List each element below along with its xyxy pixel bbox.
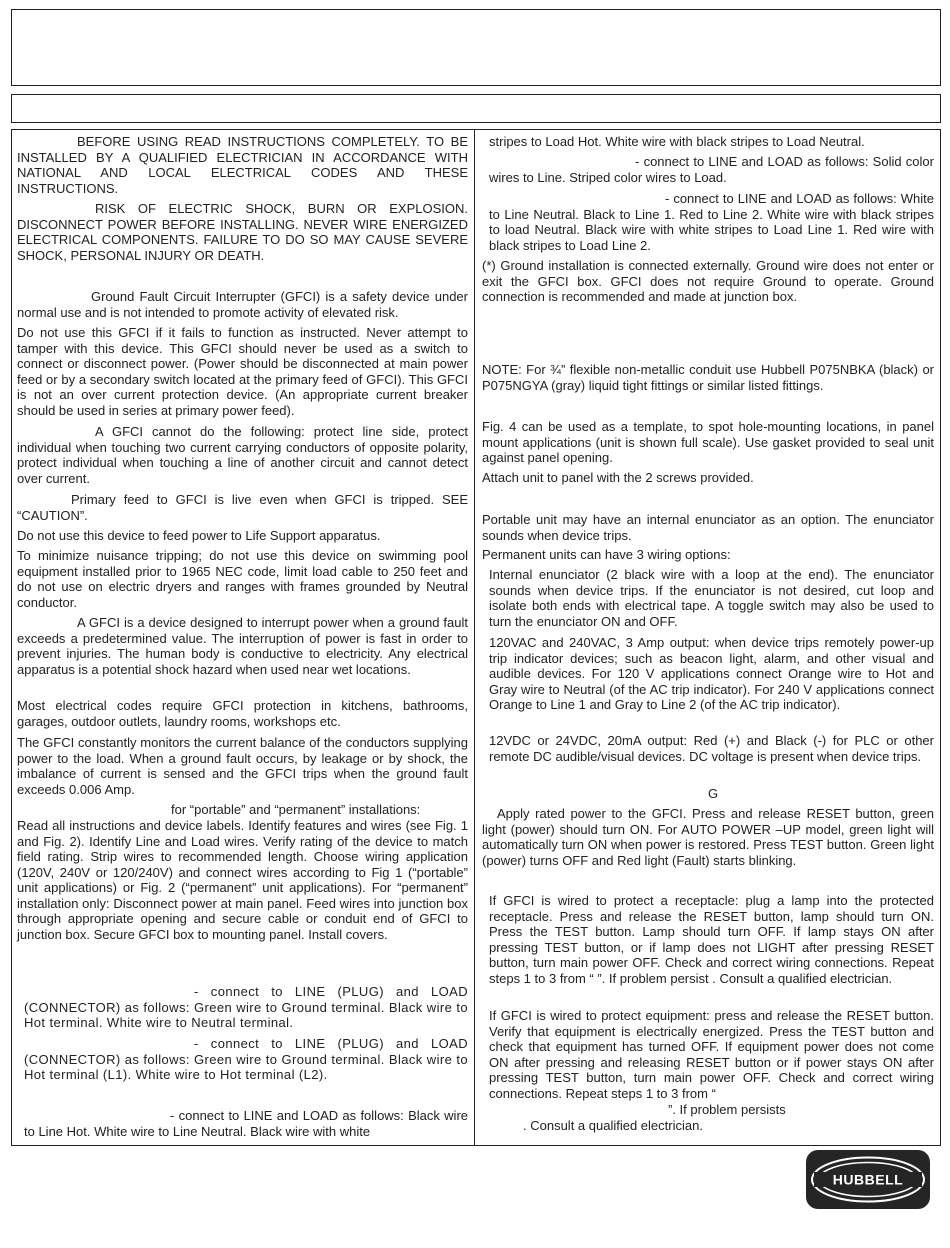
equipment-test-end: . Consult a qualified electrician. xyxy=(523,1118,703,1133)
option-dc-output: 12VDC or 24VDC, 20mA output: Red (+) and Black (-) for PLC or other remote DC audible/visual devices. DC voltage is present when device trips. xyxy=(489,733,934,764)
enunciator-note: Portable unit may have an internal enunciator as an option. The enunciator sounds when device trips. xyxy=(482,512,934,543)
logo-text: HUBBELL xyxy=(832,1171,904,1188)
wiring-120-240v-permanent: - connect to LINE and LOAD as follows: White to Line Neutral. Black to Line 1. Red to Line 2. White wire with black stripes to load Neutral. Black wire with white stripes to Load Line 1. Red wire with black stripes to Load Line 2. xyxy=(489,191,934,253)
option-ac-output: 120VAC and 240VAC, 3 Amp output: when device trips remotely power-up trip indicator devices; such as beacon light, alarm, and other visual and audible devices. For 120 V applications connect Orange wire to Hot and Gray wire to Neutral (of the AC trip indicator). For 240 V applications connect Orange to Line 1 and Gray to Line 2 (of the AC trip indicator). xyxy=(489,635,934,712)
operation-description: The GFCI constantly monitors the current balance of the conductors supplying power to the load. When a ground fault occurs, by leakage or by shock, the imbalance of current is sensed and the GFCI trips when the ground fault exceeds 0.006 Amp. xyxy=(17,735,468,797)
column-divider xyxy=(474,130,475,1145)
wiring-120v-permanent: - connect to LINE and LOAD as follows: Black wire to Line Hot. White wire to Line Neutral. Black wire with white xyxy=(24,1108,468,1139)
wiring-options-heading: Permanent units can have 3 wiring options: xyxy=(482,547,731,562)
wiring-240v-permanent: - connect to LINE and LOAD as follows: Solid color wires to Line. Striped color wires to Load. xyxy=(489,154,934,185)
wiring-240v-portable: - connect to LINE (PLUG) and LOAD (CONNECTOR) as follows: Green wire to Ground terminal. Black wire to Hot terminal (L1). White wire to Hot terminal (L2). xyxy=(24,1036,468,1082)
hubbell-logo xyxy=(806,1150,930,1209)
testing-steps: Apply rated power to the GFCI. Press and release RESET button, green light (power) should turn ON. For AUTO POWER –UP model, green light will automatically turn ON when power is restored. Press TEST button. Green light (power) turns OFF and Red light (Fault) starts blinking. xyxy=(482,806,934,868)
usage-warning: Do not use this GFCI if it fails to function as instructed. Never attempt to tamper with this device. This GFCI should never be used as a switch to connect or disconnect power. (Power should be disconnected at main power feed or by a secondary switch located at the primary feed of GFCI). This GFCI is not an over current protection device. (An appropriate current breaker should be used in series at primary power feed). xyxy=(17,325,468,418)
life-support-note: Do not use this device to feed power to Life Support apparatus. xyxy=(17,528,381,543)
attach-note: Attach unit to panel with the 2 screws provided. xyxy=(482,470,754,485)
warning-paragraph: RISK OF ELECTRIC SHOCK, BURN OR EXPLOSION. DISCONNECT POWER BEFORE INSTALLING. NEVER WIRE ENERGIZED ELECTRICAL COMPONENTS. FAILURE TO DO SO MAY CAUSE SEVERE SHOCK, PERSONAL INJURY OR DEATH. xyxy=(17,201,468,263)
code-requirements: Most electrical codes require GFCI protection in kitchens, bathrooms, garages, outdoor outlets, laundry rooms, workshops etc. xyxy=(17,698,468,729)
limitations-paragraph: A GFCI cannot do the following: protect line side, protect individual when touching two current carrying conductors of opposite polarity, protect individual when touching a line of another circuit and cannot detect over current. xyxy=(17,424,468,486)
caution-paragraph: BEFORE USING READ INSTRUCTIONS COMPLETELY. TO BE INSTALLED BY A QUALIFIED ELECTRICIAN IN ACCORDANCE WITH NATIONAL AND LOCAL ELECTRICAL CODES AND THESE INSTRUCTIONS. xyxy=(17,134,468,196)
testing-heading: G xyxy=(708,786,719,801)
nuisance-tripping-note: To minimize nuisance tripping; do not use this device on swimming pool equipment installed prior to 1965 NEC code, limit load cable to 250 feet and do not use on electric dryers and ranges with frames grounded by Neutral conductor. xyxy=(17,548,468,610)
equipment-test-cont: ”. If problem persists xyxy=(668,1102,786,1117)
equipment-test: If GFCI is wired to protect equipment: press and release the RESET button. Verify that equipment is electrically energized. Press the TEST button and check that equipment has turned OFF. If equipment power does not come ON after pressing and releasing RESET button or if power stays ON after pressing TEST button, turn main power OFF. Check and correct wiring connections. Repeat steps 1 to 3 from “ xyxy=(489,1008,934,1101)
title-box xyxy=(11,9,941,86)
conduit-note: NOTE: For ¾” flexible non-metallic conduit use Hubbell P075NBKA (black) or P075NGYA (gray) liquid tight fittings or similar listed fittings. xyxy=(482,362,934,393)
installation-steps: Read all instructions and device labels. Identify features and wires (see Fig. 1 and Fig. 2). Identify Line and Load wires. Verify rating of the device to match field rating. Strip wires to recommended length. Choose wiring application (120V, 240V or 120/240V) and connect wires according to Fig 1 (“portable” unit applications) or Fig. 2 (“permanent” unit applications). For “permanent” installation only: Disconnect power at main panel. Feed wires into junction box through appropriate opening and secure cable or conduit end of GFCI to junction box. Secure GFCI box to mounting panel. Install covers. xyxy=(17,818,468,942)
option-internal-enunciator: Internal enunciator (2 black wire with a loop at the end). The enunciator sounds when device trips. If the enunciator is not desired, cut loop and isolate both ends with electrical tape. A toggle switch may also be used to turn the enunciator ON and OFF. xyxy=(489,567,934,629)
ground-note: (*) Ground installation is connected externally. Ground wire does not enter or exit the GFCI box. GFCI does not require Ground to operate. Ground connection is recommended and made at junction box. xyxy=(482,258,934,304)
wiring-120v-portable: - connect to LINE (PLUG) and LOAD (CONNECTOR) as follows: Green wire to Ground terminal. Black wire to Hot terminal. White wire to Neutral terminal. xyxy=(24,984,468,1030)
receptacle-test: If GFCI is wired to protect a receptacle: plug a lamp into the protected receptacle. Press and release the RESET button, lamp should turn ON. Press the TEST button. Lamp should turn OFF. If lamp stays ON after pressing TEST button, or if lamp does not LIGHT after pressing RESET button, turn main power OFF. Check and correct wiring connections. Repeat steps 1 to 3 from “ ”. If problem persist . Consult a qualified electrician. xyxy=(489,893,934,986)
template-note: Fig. 4 can be used as a template, to spot hole-mounting locations, in panel mount applications (unit is shown full scale). Use gasket provided to seal unit against panel opening. xyxy=(482,419,934,465)
subtitle-box xyxy=(11,94,941,123)
gfci-definition: Ground Fault Circuit Interrupter (GFCI) is a safety device under normal use and is not intended to promote activity of elevated risk. xyxy=(17,289,468,320)
wiring-120v-continued: stripes to Load Hot. White wire with black stripes to Load Neutral. xyxy=(489,134,865,149)
installation-heading: for “portable” and “permanent” installations: xyxy=(171,802,421,817)
gfci-description: A GFCI is a device designed to interrupt power when a ground fault exceeds a predetermined value. The interruption of power is fast in order to prevent injuries. The human body is conductive to electricity. Any electrical apparatus is a potential shock hazard when used near wet locations. xyxy=(17,615,468,677)
primary-feed-note: Primary feed to GFCI is live even when GFCI is tripped. SEE “CAUTION”. xyxy=(17,492,468,523)
